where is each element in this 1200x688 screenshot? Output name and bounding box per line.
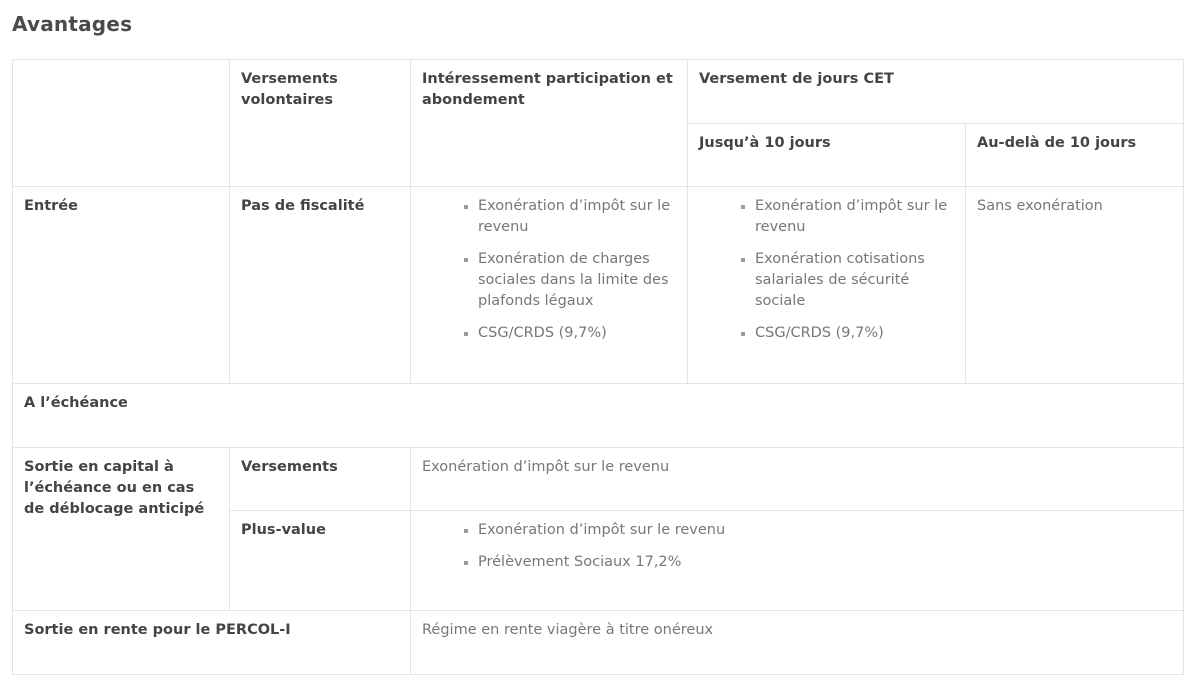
- list-item: Exonération de charges sociales dans la limite des plafonds légaux: [478, 249, 676, 312]
- list-item: CSG/CRDS (9,7%): [755, 323, 954, 344]
- header-interessement: Intéressement participation et abondement: [411, 60, 688, 187]
- entree-cet-10-cell: [688, 187, 966, 384]
- sortie-capital-row-1: [13, 448, 1184, 511]
- versements-value: Exonération d’impôt sur le revenu: [411, 448, 1184, 511]
- entree-cet-10-list: [699, 196, 954, 344]
- header-versement-cet: Versement de jours CET: [688, 60, 1184, 124]
- page-title: Avantages: [12, 12, 133, 36]
- list-item: Prélèvement Sociaux 17,2%: [478, 552, 1172, 573]
- list-item: Exonération d’impôt sur le revenu: [478, 196, 676, 238]
- entree-row: [13, 187, 1184, 384]
- versements-label: Versements: [230, 448, 411, 511]
- sortie-capital-label: Sortie en capital à l’échéance ou en cas de déblocage anticipé: [13, 448, 230, 611]
- entree-label: Entrée: [13, 187, 230, 384]
- sortie-rente-row: [13, 611, 1184, 675]
- entree-interessement-list: [422, 196, 676, 344]
- sortie-rente-value: Régime en rente viagère à titre onéreux: [411, 611, 1184, 675]
- plus-value-list: [422, 520, 1172, 573]
- entree-interessement-cell: [411, 187, 688, 384]
- plus-value-cell: [411, 511, 1184, 611]
- subheader-jusqua-10-jours: Jusqu’à 10 jours: [688, 124, 966, 187]
- subheader-au-dela-10-jours: Au-delà de 10 jours: [966, 124, 1184, 187]
- list-item: Exonération cotisations salariales de sécurité sociale: [755, 249, 954, 312]
- entree-cet-plus-10: Sans exonération: [966, 187, 1184, 384]
- advantages-table: [12, 59, 1184, 675]
- header-row: [13, 60, 1184, 124]
- list-item: Exonération d’impôt sur le revenu: [478, 520, 1172, 541]
- header-versements-volontaires: Versements volontaires: [230, 60, 411, 187]
- list-item: Exonération d’impôt sur le revenu: [755, 196, 954, 238]
- plus-value-label: Plus-value: [230, 511, 411, 611]
- sortie-rente-label: Sortie en rente pour le PERCOL-I: [13, 611, 411, 675]
- echeance-row: [13, 384, 1184, 448]
- header-empty-cell: [13, 60, 230, 187]
- entree-versements-volontaires: Pas de fiscalité: [230, 187, 411, 384]
- echeance-label: A l’échéance: [13, 384, 1184, 448]
- list-item: CSG/CRDS (9,7%): [478, 323, 676, 344]
